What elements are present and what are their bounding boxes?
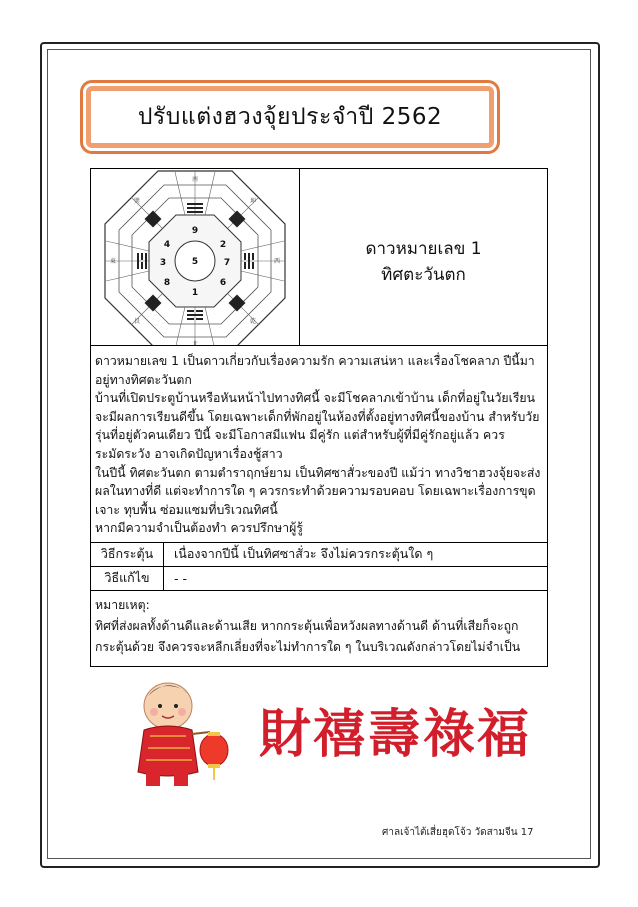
svg-text:9: 9 [191, 226, 199, 236]
title-box [86, 86, 494, 148]
svg-text:東: 東 [109, 258, 117, 265]
svg-text:4: 4 [163, 240, 171, 250]
svg-text:巽: 巽 [133, 198, 141, 205]
svg-text:1: 1 [191, 288, 199, 298]
blessing-characters-banner [258, 698, 530, 762]
description-paragraph: ดาวหมายเลข 1 เป็นดาวเกี่ยวกับเรื่องความรัก ความเสน่หา และเรื่องโชคลาภ ปีนี้มาอยู่ทางทิศตะวันตก [95, 354, 535, 387]
blessing-char: 禧 [312, 704, 366, 762]
description-paragraph: ในปีนี้ ทิศตะวันตก ตามตำราฤกษ์ยาม เป็นทิศซาสั่วะของปี แม้ว่า ทางวิชาฮวงจุ้ยจะส่งผลในทางที่ดี แต่จะทำการใด ๆ ควรกระทำด้วยความรอบคอบ โดยเฉพาะเรื่องการขุดเจาะ ทุบพื้น ซ่อมแซมที่บริเวณทิศนี้ [95, 465, 541, 517]
method-activate-label: วิธีกระตุ้น [91, 543, 164, 566]
method-fix-label: วิธีแก้ไข [91, 567, 164, 590]
svg-text:6: 6 [219, 278, 227, 288]
description-block [91, 346, 547, 543]
child-with-lantern-illustration [110, 672, 230, 790]
method-activate-value: เนื่องจากปีนี้ เป็นทิศซาสั่วะ จึงไม่ควรกระตุ้นใด ๆ [174, 546, 434, 562]
page-title: ปรับแต่งฮวงจุ้ยประจำปี 2562 [137, 104, 443, 130]
info-table [90, 168, 548, 667]
svg-text:乾: 乾 [249, 318, 257, 325]
method-fix-value: - - [174, 570, 187, 586]
page-footer: ศาลเจ้าไต้เสี่ยฮุดโจ้ว วัดสามจีน 17 [382, 827, 534, 838]
note-heading: หมายเหตุ: [95, 597, 150, 612]
note-block [91, 591, 547, 666]
method-fix-row [91, 567, 547, 591]
description-paragraph: หากมีความจำเป็นต้องทำ ควรปรึกษาผู้รู้ [95, 521, 303, 536]
svg-text:2: 2 [219, 240, 227, 250]
star-number: ดาวหมายเลข 1 [365, 239, 482, 259]
bagua-diagram [91, 169, 299, 345]
note-text: ทิศที่ส่งผลทั้งด้านดีและด้านเสีย หากกระตุ้นเพื่อหวังผลทางด้านดี ด้านที่เสียก็จะถูกกระตุ้นด้วย จึงควรจะหลีกเลี่ยงที่จะไม่ทำการใด ๆ ในบริเวณดังกล่าวโดยไม่จำเป็น [95, 618, 521, 654]
blessing-char: 壽 [367, 704, 421, 762]
method-activate-row [91, 543, 547, 567]
blessing-char: 財 [258, 704, 312, 762]
svg-text:8: 8 [163, 278, 171, 288]
blessing-char: 福 [476, 704, 530, 762]
bagua-diagram-cell [91, 169, 300, 345]
svg-text:艮: 艮 [133, 318, 141, 325]
svg-text:西: 西 [273, 258, 281, 265]
blessing-char: 祿 [422, 704, 476, 762]
header-row [91, 169, 547, 346]
svg-text:北: 北 [191, 341, 199, 345]
star-info-cell [300, 169, 547, 345]
svg-text:坤: 坤 [249, 198, 257, 205]
svg-text:3: 3 [159, 258, 167, 268]
svg-text:5: 5 [191, 257, 199, 267]
description-paragraph: บ้านที่เปิดประตูบ้านหรือหันหน้าไปทางทิศนี้ จะมีโชคลาภเข้าบ้าน เด็กที่อยู่ในวัยเรียน จะมีผลการเรียนดีขึ้น โดยเฉพาะเด็กที่พักอยู่ในห้องที่ตั้งอยู่ทางทิศนี้ของบ้าน สำหรับวัยรุ่นที่อยู่ตัวคนเดียว ปีนี้ จะมีโอกาสมีแฟน มีคู่รัก แต่สำหรับผู้ที่มีคู่รักอยู่แล้ว ควรระมัดระวัง อาจเกิดปัญหาเรื่องชู้สาว [95, 391, 540, 461]
svg-text:南: 南 [191, 176, 199, 183]
svg-text:7: 7 [223, 258, 231, 268]
star-direction: ทิศตะวันตก [381, 265, 466, 285]
